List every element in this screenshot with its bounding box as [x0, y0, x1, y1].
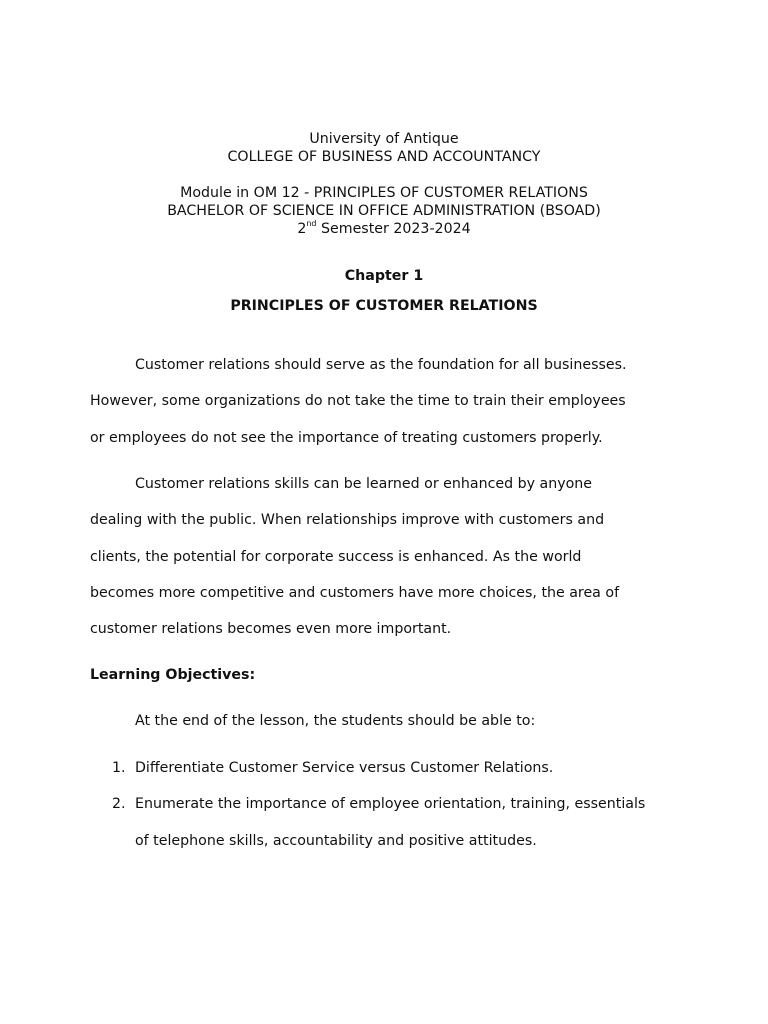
- paragraph-line: dealing with the public. When relationships improve with customers and: [90, 512, 605, 529]
- chapter-label: Chapter 1: [344, 268, 424, 284]
- semester-number: 2: [297, 221, 307, 237]
- objective-text: [90, 750, 710, 786]
- semester-line: [0, 220, 768, 238]
- paragraph-line: or employees do not see the importance of treating customers properly.: [90, 429, 603, 446]
- semester-ordinal-suffix: nd: [306, 219, 317, 228]
- objective-number: 2.: [112, 796, 126, 813]
- paragraph-line: becomes more competitive and customers have more choices, the area of: [90, 584, 620, 601]
- paragraph-line: However, some organizations do not take the time to train their employees: [90, 393, 626, 410]
- objective-item-2: [90, 786, 710, 859]
- objective-item-1: [90, 750, 710, 786]
- program-name: BACHELOR OF SCIENCE IN OFFICE ADMINISTRATION (BSOAD): [167, 203, 601, 219]
- chapter-title: PRINCIPLES OF CUSTOMER RELATIONS: [230, 298, 538, 314]
- college-name: COLLEGE OF BUSINESS AND ACCOUNTANCY: [227, 149, 541, 165]
- paragraph-line: clients, the potential for corporate success is enhanced. As the world: [90, 548, 582, 565]
- body-paragraph-2: [90, 466, 690, 647]
- objective-line: Enumerate the importance of employee orientation, training, essentials: [135, 796, 646, 813]
- learning-objectives-heading: Learning Objectives:: [90, 667, 256, 683]
- body-paragraph-1: [90, 347, 690, 456]
- paragraph-line: Customer relations should serve as the foundation for all businesses.: [135, 357, 627, 373]
- module-title: Module in OM 12 - PRINCIPLES OF CUSTOMER RELATIONS: [180, 185, 588, 201]
- module-header: [0, 184, 768, 238]
- objective-text: [90, 786, 710, 859]
- objective-number: 1.: [112, 760, 126, 776]
- paragraph-line: Customer relations skills can be learned or enhanced by anyone: [135, 476, 593, 492]
- objective-line: Differentiate Customer Service versus Customer Relations.: [135, 760, 554, 776]
- institution-header: [0, 130, 768, 166]
- learning-objectives-list: [90, 750, 710, 859]
- semester-text: Semester 2023-2024: [316, 221, 471, 237]
- university-name: University of Antique: [309, 131, 459, 147]
- paragraph-line: customer relations becomes even more important.: [90, 621, 452, 638]
- learning-objectives-intro: At the end of the lesson, the students should be able to:: [135, 713, 536, 729]
- objective-line: of telephone skills, accountability and positive attitudes.: [135, 832, 537, 849]
